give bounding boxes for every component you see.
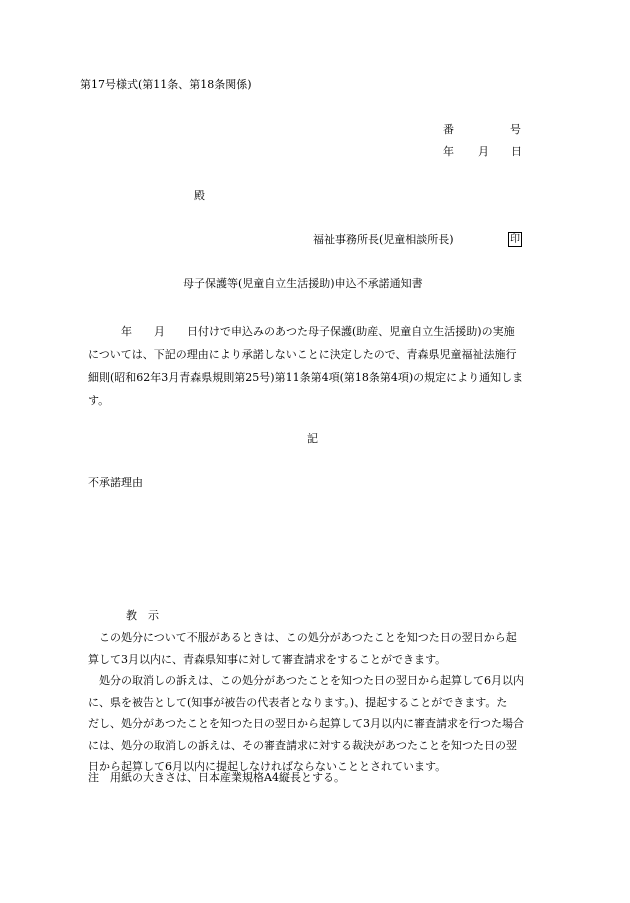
instruction-line: この処分について不服があるときは、この処分があつたことを知つた日の翌日から起 bbox=[88, 631, 517, 644]
seal-stamp: 印 bbox=[510, 234, 520, 245]
form-number-label: 第17号様式(第11条、第18条関係) bbox=[80, 78, 252, 91]
document-title: 母子保護等(児童自立生活援助)申込不承諾通知書 bbox=[183, 277, 423, 290]
document-number-ban: 番 bbox=[443, 123, 454, 136]
date-year: 年 bbox=[443, 145, 454, 158]
instruction-heading: 教 示 bbox=[126, 609, 159, 622]
instruction-line: 日から起算して6月以内に提起しなければならないこととされています。 bbox=[88, 760, 447, 773]
notice-body-line: す。 bbox=[88, 394, 110, 407]
notice-body-line: 年 月 日付けで申込みのあつた母子保護(助産、児童自立生活援助)の実施 bbox=[88, 325, 515, 338]
instruction-body bbox=[88, 627, 524, 778]
instruction-line: には、処分の取消しの訴えは、その審査請求に対する裁決があつたことを知つた日の翌 bbox=[88, 738, 517, 752]
instruction-line: だし、処分があつたことを知つた日の翌日から起算して3月以内に審査請求を行つた場合 bbox=[88, 717, 524, 730]
paper-size-note: 注 用紙の大きさは、日本産業規格A4縦長とする。 bbox=[88, 771, 345, 784]
reason-label: 不承諾理由 bbox=[88, 476, 143, 489]
notice-body bbox=[88, 320, 548, 412]
instruction-line: 処分の取消しの訴えは、この処分があつたことを知つた日の翌日から起算して6月以内 bbox=[88, 674, 524, 687]
document-number-go: 号 bbox=[510, 123, 521, 136]
notice-body-line: 細則(昭和62年3月青森県規則第25号)第11条第4項(第18条第4項)の規定により通知しま bbox=[88, 371, 524, 384]
instruction-line: 算して3月以内に、青森県知事に対して審査請求をすることができます。 bbox=[88, 652, 447, 666]
issuer-title: 福祉事務所長(児童相談所長) bbox=[313, 233, 454, 246]
date-month: 月 bbox=[478, 145, 489, 158]
notice-body-line: については、下記の理由により承諾しないことに決定したので、青森県児童福祉法施行 bbox=[88, 348, 517, 361]
ki-heading: 記 bbox=[307, 432, 318, 445]
date-day: 日 bbox=[511, 145, 522, 158]
addressee-honorific: 殿 bbox=[194, 189, 205, 202]
instruction-line: に、県を被告として(知事が被告の代表者となります。)、提起することができます。た bbox=[88, 695, 508, 709]
